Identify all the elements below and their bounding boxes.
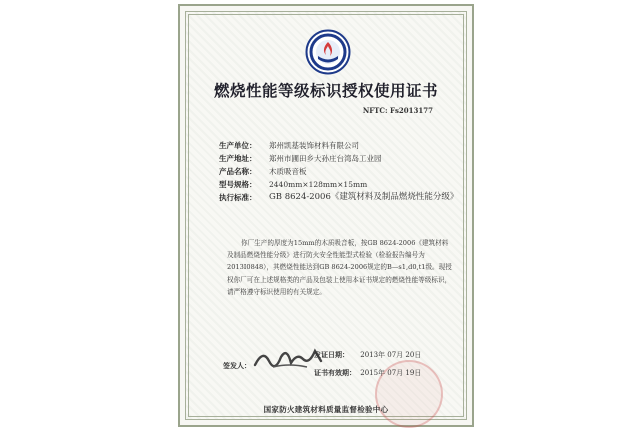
field-list [219, 139, 469, 204]
field-label: 产品名称： [219, 167, 257, 176]
issue-date-row [314, 346, 421, 364]
certificate-body: 你厂生产的厚度为15mm的木质吸音板，按GB 8624-2006《建筑材料及制品燃烧性能分级》进行防火安全性能型式检验（检验报告编号为2013I0848），其燃烧性能达到GB 8624-2006规定的B—s1,d0,t1级。现授权你厂可在上述规格类的产品及包装上使用本证书规定的燃烧性能等级标识，请严格遵守标识使用的有关规定。 [227, 239, 452, 296]
valid-until-row [314, 364, 421, 382]
issue-date-label: 发证日期： [314, 350, 349, 359]
certificate-code: NFTC: Fs2013177 [362, 106, 433, 115]
field-standard [219, 191, 469, 204]
issuing-authority: 国家防火建筑材料质量监督检验中心 [263, 405, 389, 414]
certificate [178, 4, 474, 427]
date-block [314, 346, 421, 382]
field-label: 生产地址： [219, 154, 257, 163]
field-value: 郑州市圃田乡大孙庄台湾岛工业园 [269, 154, 382, 163]
certificate-title: 燃烧性能等级标识授权使用证书 [213, 81, 438, 100]
field-value: GB 8624-2006《建筑材料及制品燃烧性能分级》 [269, 192, 459, 202]
field-value: 郑州凯基装饰材料有限公司 [269, 141, 359, 150]
emblem-icon [305, 29, 351, 75]
field-label: 生产单位： [219, 141, 257, 150]
field-manufacturer [219, 139, 469, 152]
field-label: 型号规格： [219, 180, 257, 189]
field-product-name [219, 165, 469, 178]
field-label: 执行标准： [219, 193, 257, 202]
signatory-label: 签发人： [223, 361, 251, 370]
field-model-spec [219, 178, 469, 191]
field-value: 木质吸音板 [269, 167, 307, 176]
field-value: 2440mm×128mm×15mm [269, 180, 368, 189]
certificate-border [185, 11, 467, 420]
issue-date-value: 2013年 07月 20日 [360, 351, 422, 359]
field-address [219, 152, 469, 165]
valid-until-label: 证书有效期： [314, 368, 356, 377]
valid-until-value: 2015年 07月 19日 [360, 369, 422, 377]
